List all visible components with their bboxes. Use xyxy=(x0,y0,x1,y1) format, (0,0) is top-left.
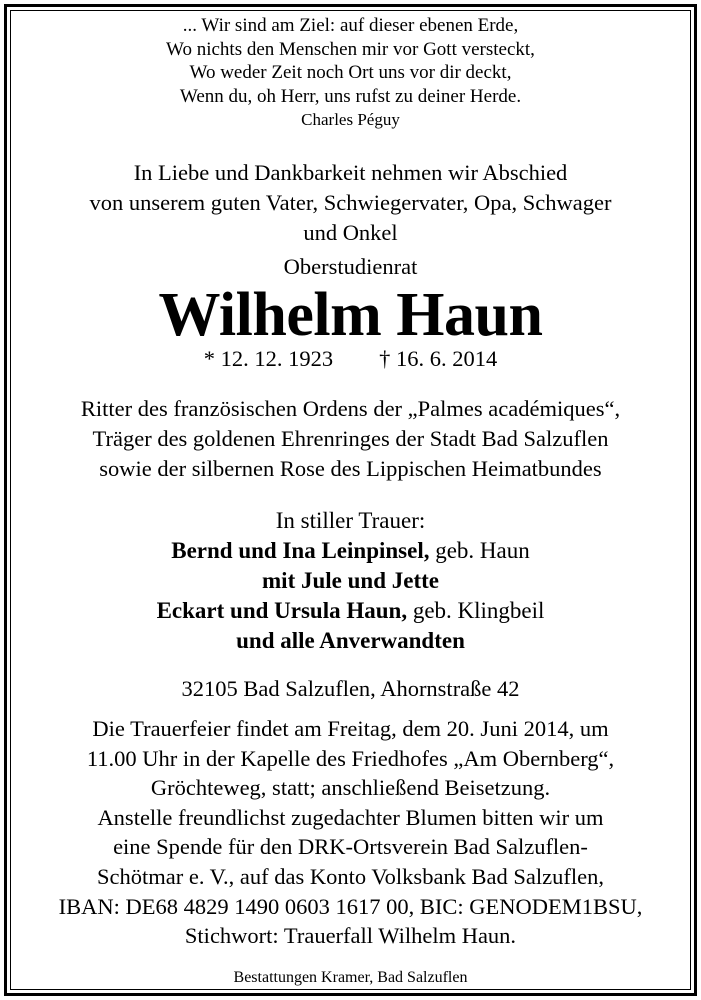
honor-line: Träger des goldenen Ehrenringes der Stadt Bad Salzuflen xyxy=(92,425,609,451)
family-line xyxy=(14,536,687,566)
service-line: 11.00 Uhr in der Kapelle des Friedhofes „Am Obernberg“, xyxy=(86,745,615,771)
mourning-heading: In stiller Trauer: xyxy=(275,507,426,533)
service-line: Gröchteweg, statt; anschließend Beisetzung. xyxy=(150,775,551,801)
intro-line: von unserem guten Vater, Schwiegervater, Opa, Schwager xyxy=(89,189,612,215)
funeral-service-info xyxy=(14,714,687,951)
service-line: IBAN: DE68 4829 1490 0603 1617 00, BIC: GENODEM1BSU, xyxy=(58,893,643,919)
service-line: eine Spende für den DRK-Ortsverein Bad Salzuflen- xyxy=(113,834,588,860)
intro-line: In Liebe und Dankbarkeit nehmen wir Abschied xyxy=(133,159,568,185)
mourners xyxy=(14,506,687,656)
life-dates xyxy=(14,344,687,374)
poem-quote xyxy=(14,14,687,132)
family-name: Eckart und Ursula Haun, xyxy=(156,597,408,623)
family-maiden-name: geb. Klingbeil xyxy=(407,597,545,623)
poem-line: Wenn du, oh Herr, uns rufst zu deiner Herde. xyxy=(179,85,522,107)
poem-author: Charles Péguy xyxy=(301,110,400,130)
deceased-name: Wilhelm Haun xyxy=(158,280,543,349)
relatives-line: und alle Anverwandten xyxy=(236,627,465,653)
family-maiden-name: geb. Haun xyxy=(429,537,530,563)
obituary-notice xyxy=(14,14,687,989)
family-line xyxy=(14,596,687,626)
service-line: Stichwort: Trauerfall Wilhelm Haun. xyxy=(184,923,517,949)
service-line: Die Trauerfeier findet am Freitag, dem 20. Juni 2014, um xyxy=(92,715,609,741)
birth-date: * 12. 12. 1923 xyxy=(203,345,334,371)
service-line: Anstelle freundlichst zugedachter Blumen bitten wir um xyxy=(97,804,604,830)
honors xyxy=(14,394,687,484)
poem-line: Wo weder Zeit noch Ort uns vor dir deckt, xyxy=(189,62,512,84)
poem-line: ... Wir sind am Ziel: auf dieser ebenen Erde, xyxy=(182,15,519,36)
family-children: mit Jule und Jette xyxy=(262,567,439,593)
honor-line: Ritter des französischen Ordens der „Palmes académiques“, xyxy=(80,395,621,421)
honor-line: sowie der silbernen Rose des Lippischen Heimatbundes xyxy=(99,455,602,481)
death-date: † 16. 6. 2014 xyxy=(379,345,498,371)
poem-line: Wo nichts den Menschen mir vor Gott versteckt, xyxy=(166,38,535,60)
deceased-title: Oberstudienrat xyxy=(283,253,418,279)
family-address: 32105 Bad Salzuflen, Ahornstraße 42 xyxy=(181,675,520,701)
intro-line: und Onkel xyxy=(303,219,398,245)
farewell-intro xyxy=(14,158,687,248)
undertaker: Bestattungen Kramer, Bad Salzuflen xyxy=(233,968,468,986)
family-name: Bernd und Ina Leinpinsel, xyxy=(171,537,430,563)
service-line: Schötmar e. V., auf das Konto Volksbank Bad Salzuflen, xyxy=(96,863,605,889)
